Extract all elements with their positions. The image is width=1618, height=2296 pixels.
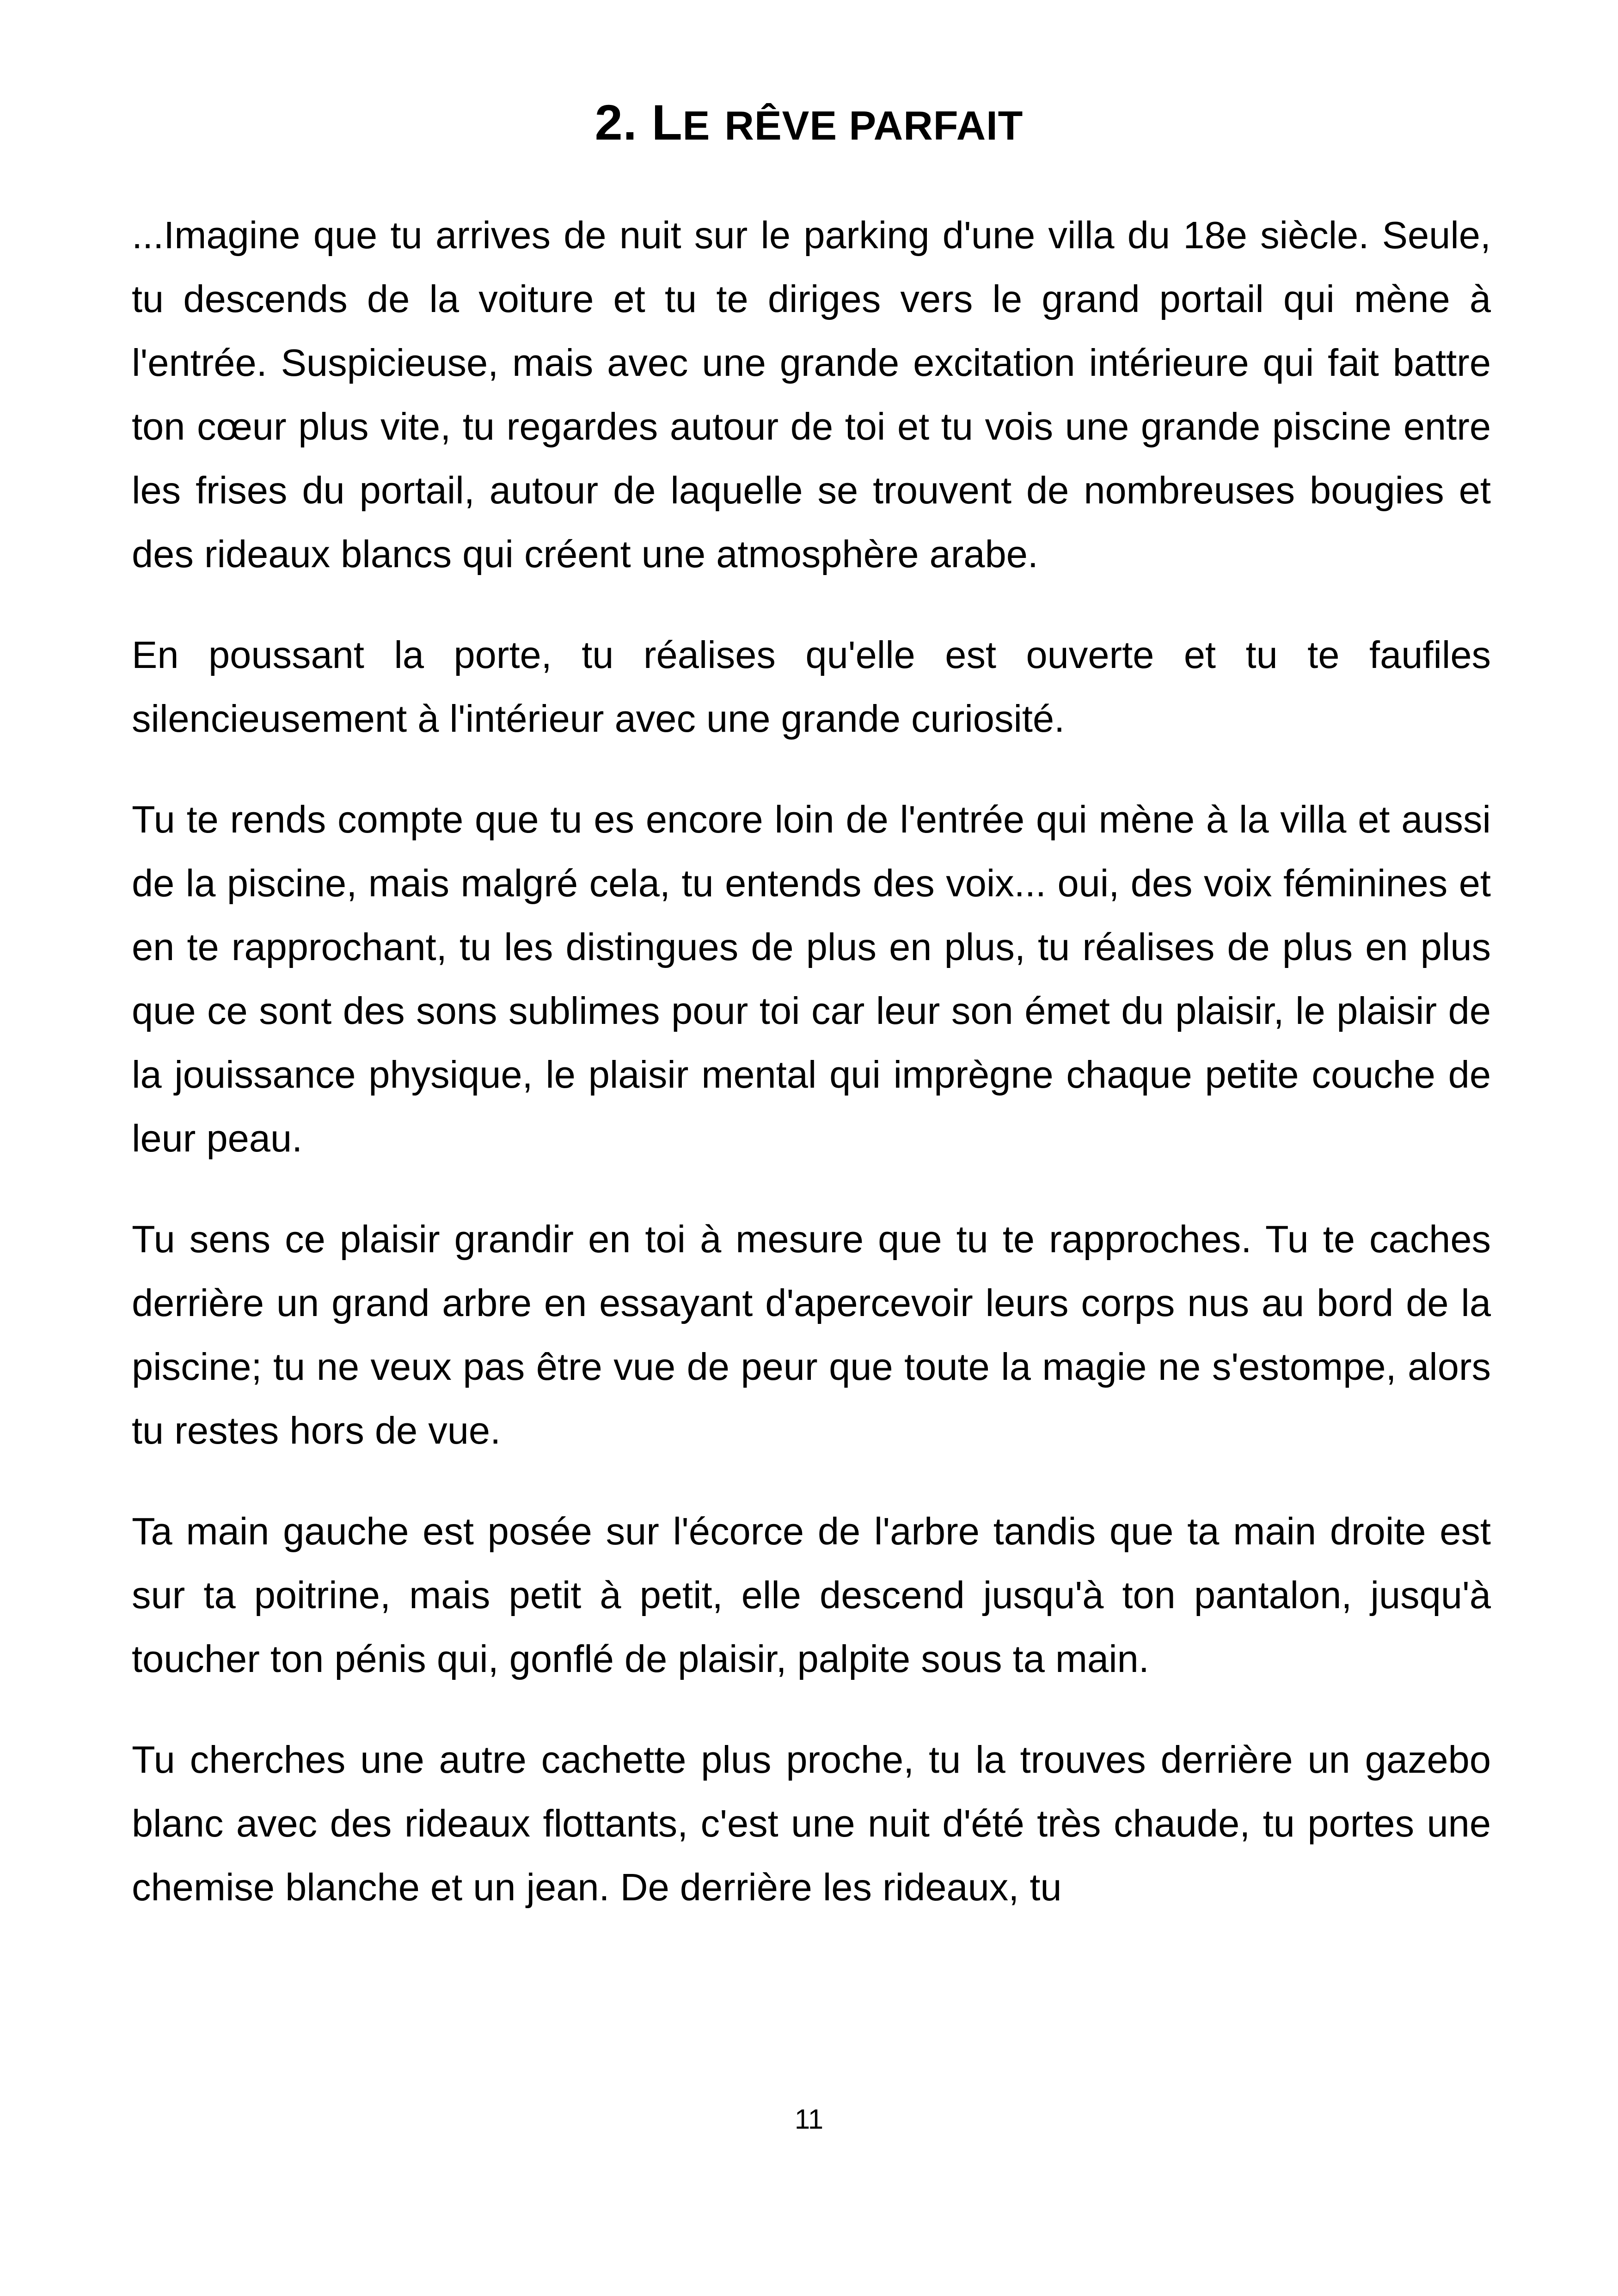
paragraph-5: Ta main gauche est posée sur l'écorce de l'arbre tandis que ta main droite est sur ta poitrine, mais petit à petit, elle descend jusqu'à ton pantalon, jusqu'à toucher ton pénis qui, gonflé de plaisir, palpite sous ta main. bbox=[132, 1510, 1491, 1680]
paragraph-6: Tu cherches une autre cachette plus proche, tu la trouves derrière un gazebo blanc avec des rideaux flottants, c'est une nuit d'été très chaude, tu portes une chemise blanche et un jean. De derrière les rideaux, tu bbox=[132, 1738, 1491, 1909]
paragraph-4: Tu sens ce plaisir grandir en toi à mesure que tu te rapproches. Tu te caches derrière un grand arbre en essayant d'apercevoir leurs corps nus au bord de la piscine; tu ne veux pas être vue de peur que toute la magie ne s'estompe, alors tu restes hors de vue. bbox=[132, 1218, 1491, 1452]
paragraph-1: ...Imagine que tu arrives de nuit sur le parking d'une villa du 18e siècle. Seule, tu descends de la voiture et tu te diriges vers le grand portail qui mène à l'entrée. Suspicieuse, mais avec une grande excitation intérieure qui fait battre ton cœur plus vite, tu regardes autour de toi et tu vois une grande piscine entre les frises du portail, autour de laquelle se trouvent de nombreuses bougies et des rideaux blancs qui créent une atmosphère arabe. bbox=[132, 214, 1491, 576]
paragraph-2: En poussant la porte, tu réalises qu'elle est ouverte et tu te faufiles silencieusement à l'intérieur avec une grande curiosité. bbox=[132, 633, 1491, 740]
chapter-title-first-letter: L bbox=[651, 94, 683, 150]
chapter-number: 2. bbox=[594, 94, 637, 150]
chapter-title-first-word-rest: E bbox=[682, 103, 711, 148]
chapter-title-rest: RÊVE PARFAIT bbox=[724, 103, 1024, 148]
body-text bbox=[132, 203, 1491, 1956]
paragraph-3: Tu te rends compte que tu es encore loin de l'entrée qui mène à la villa et aussi de la piscine, mais malgré cela, tu entends des voix... oui, des voix féminines et en te rapprochant, tu les distingues de plus en plus, tu réalises de plus en plus que ce sont des sons sublimes pour toi car leur son émet du plaisir, le plaisir de la jouissance physique, le plaisir mental qui imprègne chaque petite couche de leur peau. bbox=[132, 798, 1491, 1160]
chapter-title bbox=[0, 90, 1618, 158]
page-number: 11 bbox=[794, 2104, 824, 2135]
